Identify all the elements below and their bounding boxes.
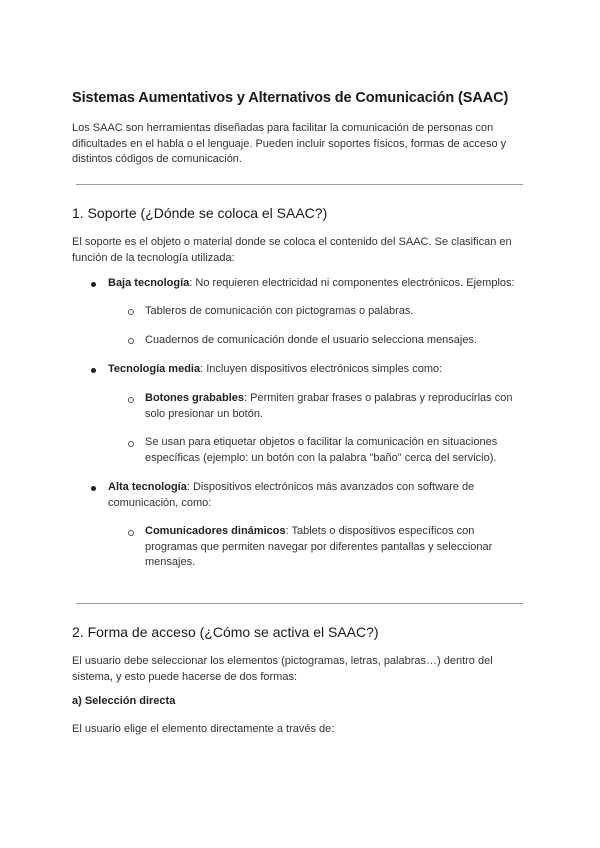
term-alta-tecnologia: Alta tecnología xyxy=(108,481,187,493)
sub-bullet-tableros: Tableros de comunicación con pictogramas o palabras. xyxy=(145,305,414,317)
bullet-icon xyxy=(91,486,96,491)
text-alta-tecnologia: : Dispositivos electrónicos más avanzados con software de comunicación, como: xyxy=(108,481,475,509)
text-botones-grabables: : Permiten grabar frases o palabras y reproducirlas con solo presionar un botón. xyxy=(145,392,513,420)
sub-bullet-icon xyxy=(128,309,134,315)
document-title: Sistemas Aumentativos y Alternativos de Comunicación (SAAC) xyxy=(72,90,509,106)
term-tecnologia-media: Tecnología media xyxy=(108,363,201,375)
term-comunicadores-dinamicos: Comunicadores dinámicos xyxy=(145,525,286,537)
intro-paragraph: Los SAAC son herramientas diseñadas para facilitar la comunicación de personas con dificultades en el habla o el lenguaje. Pueden incluir soportes físicos, formas de acceso y distintos códigos de comunicación. xyxy=(72,122,507,165)
term-botones-grabables: Botones grabables xyxy=(145,392,245,404)
bullet-alta-tecnologia xyxy=(108,480,483,511)
sub-bullet-icon xyxy=(128,441,134,447)
section2-subheading: a) Selección directa xyxy=(72,695,176,707)
section2-subtext: El usuario elige el elemento directamente a través de: xyxy=(72,723,335,735)
sub-bullet-icon xyxy=(128,338,134,344)
section1-description: El soporte es el objeto o material donde se coloca el contenido del SAAC. Se clasifican en función de la tecnología utilizada: xyxy=(72,236,512,264)
sub-bullet-comunicadores-dinamicos xyxy=(145,524,513,571)
sub-bullet-icon xyxy=(128,397,134,403)
bullet-icon xyxy=(91,282,96,287)
bullet-baja-tecnologia xyxy=(108,276,528,292)
term-baja-tecnologia: Baja tecnología xyxy=(108,277,190,289)
section1-heading: 1. Soporte (¿Dónde se coloca el SAAC?) xyxy=(72,205,328,221)
divider-1 xyxy=(76,184,523,185)
text-tecnologia-media: : Incluyen dispositivos electrónicos simples como: xyxy=(200,363,443,375)
sub-bullet-botones-grabables xyxy=(145,391,520,422)
divider-2 xyxy=(76,603,523,604)
sub-bullet-icon xyxy=(128,530,134,536)
section2-description: El usuario debe seleccionar los elementos (pictogramas, letras, palabras…) dentro del sistema, y esto puede hacerse de dos formas: xyxy=(72,655,493,683)
bullet-tecnologia-media xyxy=(108,362,528,378)
bullet-icon xyxy=(91,368,96,373)
sub-bullet-cuadernos: Cuadernos de comunicación donde el usuario selecciona mensajes. xyxy=(145,334,478,346)
text-comunicadores-dinamicos: : Tablets o dispositivos específicos con programas que permiten navegar por diferentes pantallas y seleccionar mensajes. xyxy=(145,525,493,568)
sub-bullet-etiquetar: Se usan para etiquetar objetos o facilitar la comunicación en situaciones específicas (ejemplo: un botón con la palabra "baño" cerca del servicio). xyxy=(145,436,498,464)
section2-heading: 2. Forma de acceso (¿Cómo se activa el SAAC?) xyxy=(72,624,379,640)
text-baja-tecnologia: : No requieren electricidad ni componentes electrónicos. Ejemplos: xyxy=(189,277,515,289)
